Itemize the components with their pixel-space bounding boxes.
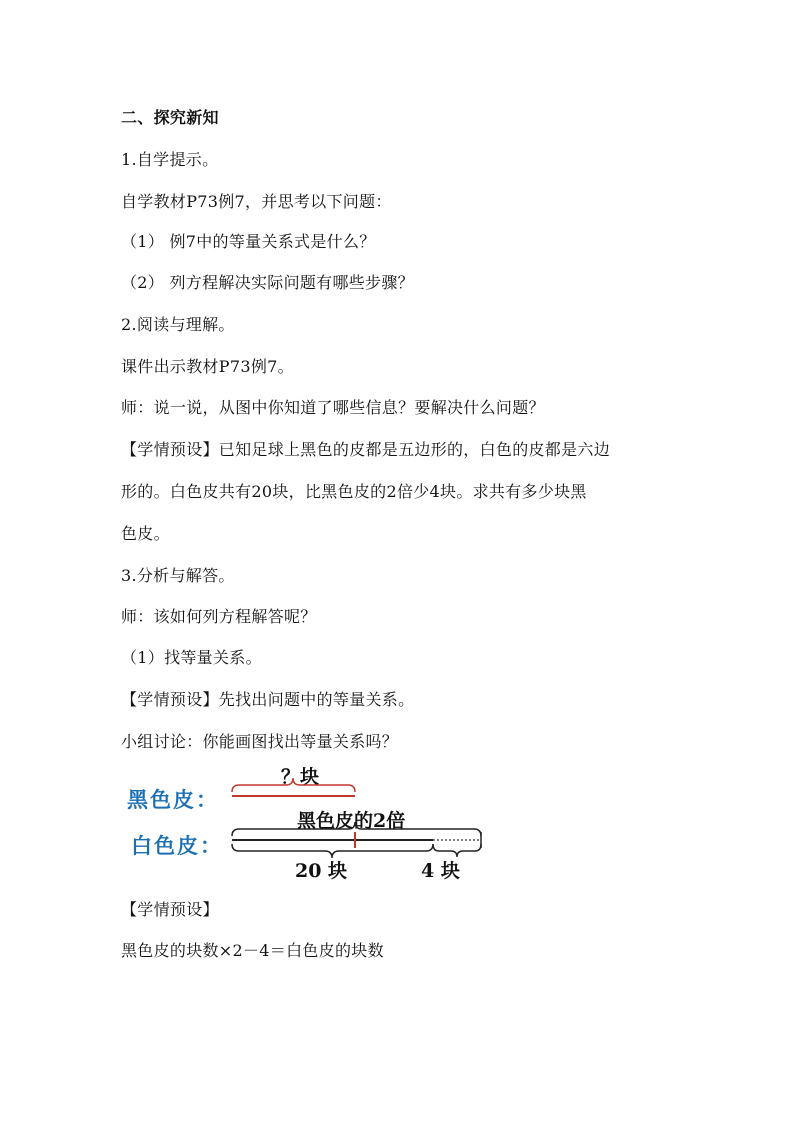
- white-count-brace: [232, 844, 433, 858]
- sub-step-1: （1）找等量关系。: [121, 648, 262, 667]
- equation-text: 黑色皮的块数×2－4＝白色皮的块数: [121, 941, 384, 960]
- preset-paragraph-line-3: 色皮。: [121, 524, 170, 543]
- teacher-question-1: 师：说一说，从图中你知道了哪些信息？要解决什么问题？: [121, 398, 545, 417]
- question-2: （2） 列方程解决实际问题有哪些步骤？: [121, 273, 414, 292]
- white-skin-label: 白色皮：: [131, 834, 223, 858]
- preset-3: 【学情预设】: [121, 900, 219, 919]
- white-count-label: 20 块: [295, 860, 348, 882]
- question-1: （1） 例7中的等量关系式是什么？: [121, 232, 376, 251]
- courseware-text: 课件出示教材P73例7。: [121, 357, 294, 376]
- step1-title: 1.自学提示。: [121, 150, 219, 169]
- black-unknown-label: ？块: [281, 766, 320, 788]
- teacher-question-2: 师：该如何列方程解答呢？: [121, 607, 317, 626]
- preset-paragraph-line-1: 【学情预设】已知足球上黑色的皮都是五边形的，白色的皮都是六边: [121, 440, 611, 459]
- double-brace: [232, 822, 481, 836]
- diff-count-brace: [433, 844, 481, 857]
- step3-title: 3.分析与解答。: [121, 566, 235, 585]
- preset-paragraph-line-2: 形的。白色皮共有20块，比黑色皮的2倍少4块。求共有多少块黑: [121, 482, 587, 501]
- section-title: 二、探究新知: [121, 108, 219, 127]
- black-skin-label: 黑色皮：: [127, 788, 219, 812]
- double-label: 黑色皮的2倍: [297, 810, 406, 832]
- step2-title: 2.阅读与理解。: [121, 315, 235, 334]
- group-discussion: 小组讨论：你能画图找出等量关系吗？: [121, 732, 399, 751]
- self-study-text: 自学教材P73例7，并思考以下问题：: [121, 192, 392, 211]
- diagram-lines: [121, 756, 501, 884]
- line-segment-diagram: [121, 756, 501, 884]
- diff-count-label: 4 块: [421, 860, 460, 882]
- preset-2: 【学情预设】先找出问题中的等量关系。: [121, 690, 415, 709]
- black-brace: [232, 778, 355, 792]
